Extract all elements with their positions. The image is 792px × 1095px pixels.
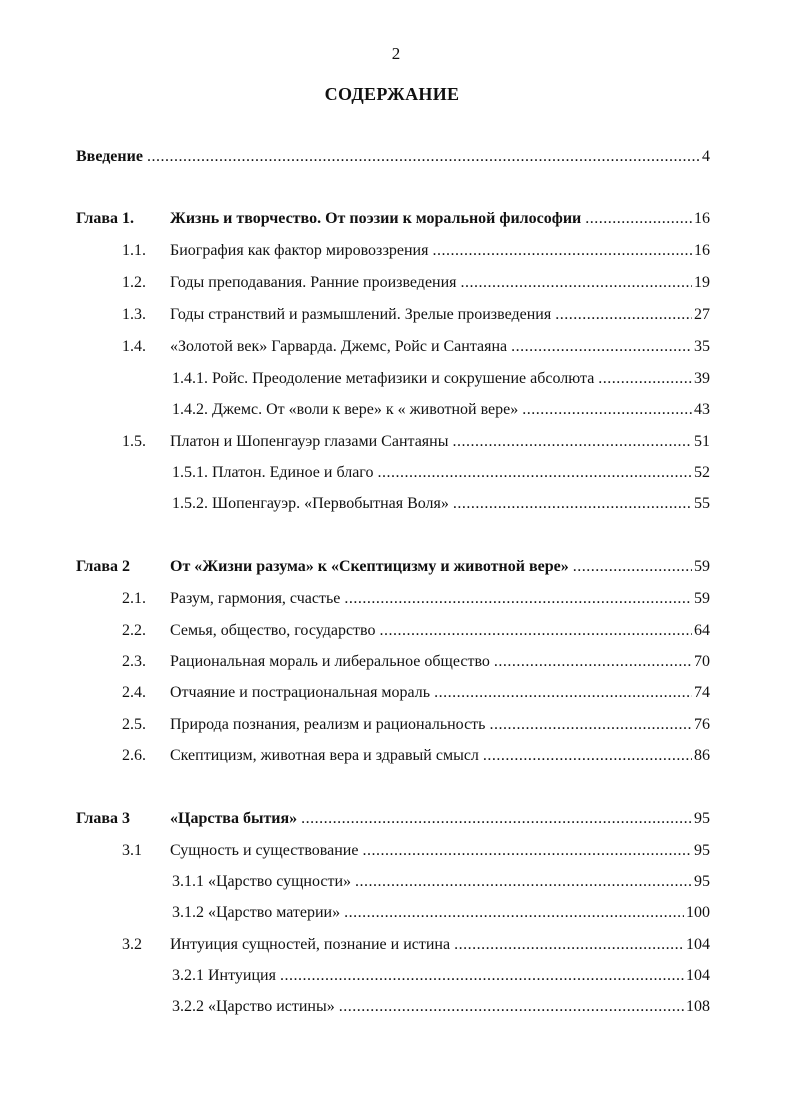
subsection-page: 108 — [686, 998, 710, 1015]
chapter-title: «Царства бытия» — [170, 810, 298, 827]
toc-chapter-2[interactable] — [0, 556, 792, 578]
section-title: Семья, общество, государство — [170, 622, 376, 639]
dot-leader — [339, 996, 684, 1018]
section-page: 64 — [694, 622, 710, 639]
dot-leader — [454, 934, 684, 956]
toc-item-3-1-1[interactable] — [0, 871, 792, 893]
subsection-title: 1.4.1. Ройс. Преодоление метафизики и сокрушение абсолюта — [172, 370, 595, 387]
section-page: 86 — [694, 747, 710, 764]
dot-leader — [494, 651, 692, 673]
subsection-title: 3.1.2 «Царство материи» — [172, 904, 341, 921]
page-number: 2 — [391, 44, 401, 63]
dot-leader — [573, 556, 692, 578]
toc-item-2-1[interactable] — [0, 588, 792, 610]
dot-leader — [377, 462, 692, 484]
subsection-title: 1.5.2. Шопенгауэр. «Первобытная Воля» — [172, 495, 449, 512]
section-number: 2.1. — [122, 590, 146, 607]
section-page: 19 — [694, 274, 710, 291]
section-page: 35 — [694, 338, 710, 355]
toc-item-1-3[interactable] — [0, 304, 792, 326]
section-number: 1.4. — [122, 338, 146, 355]
dot-leader — [522, 399, 692, 421]
dot-leader — [511, 336, 692, 358]
toc-chapter-3[interactable] — [0, 808, 792, 830]
dot-leader — [434, 682, 692, 704]
toc-item-1-4[interactable] — [0, 336, 792, 358]
dot-leader — [585, 208, 692, 230]
dot-leader — [355, 871, 692, 893]
toc-item-2-5[interactable] — [0, 714, 792, 736]
section-number: 2.6. — [122, 747, 146, 764]
section-title: Рациональная мораль и либеральное общество — [170, 653, 490, 670]
dot-leader — [301, 808, 692, 830]
dot-leader — [280, 965, 684, 987]
section-page: 16 — [694, 242, 710, 259]
chapter-title: От «Жизни разума» к «Скептицизму и животной вере» — [170, 558, 569, 575]
section-number: 3.2 — [122, 936, 142, 953]
toc-item-3-1[interactable] — [0, 840, 792, 862]
toc-item-2-6[interactable] — [0, 745, 792, 767]
dot-leader — [147, 146, 700, 168]
toc-item-3-2-2[interactable] — [0, 996, 792, 1018]
toc-item-1-1[interactable] — [0, 240, 792, 262]
chapter-number: Глава 1. — [76, 210, 134, 227]
toc-item-2-3[interactable] — [0, 651, 792, 673]
toc-item-1-5-2[interactable] — [0, 493, 792, 515]
toc-item-3-1-2[interactable] — [0, 902, 792, 924]
toc-item-2-4[interactable] — [0, 682, 792, 704]
toc-title: СОДЕРЖАНИЕ — [324, 84, 460, 104]
dot-leader — [598, 368, 692, 390]
subsection-page: 52 — [694, 464, 710, 481]
chapter-number: Глава 2 — [76, 558, 130, 575]
section-page: 51 — [694, 433, 710, 450]
subsection-title: 1.4.2. Джемс. От «воли к вере» к « животной вере» — [172, 401, 519, 418]
toc-item-1-4-1[interactable] — [0, 368, 792, 390]
dot-leader — [344, 588, 692, 610]
toc-chapter-1[interactable] — [0, 208, 792, 230]
section-number: 1.5. — [122, 433, 146, 450]
subsection-title: 3.2.1 Интуиция — [172, 967, 276, 984]
section-title: Сущность и существование — [170, 842, 359, 859]
dot-leader — [483, 745, 692, 767]
section-page: 74 — [694, 684, 710, 701]
toc-item-1-4-2[interactable] — [0, 399, 792, 421]
dot-leader — [452, 431, 692, 453]
chapter-page: 59 — [694, 558, 710, 575]
section-page: 95 — [694, 842, 710, 859]
toc-item-3-2[interactable] — [0, 934, 792, 956]
section-number: 1.2. — [122, 274, 146, 291]
subsection-title: 3.2.2 «Царство истины» — [172, 998, 335, 1015]
section-page: 70 — [694, 653, 710, 670]
section-page: 59 — [694, 590, 710, 607]
section-number: 2.2. — [122, 622, 146, 639]
subsection-page: 55 — [694, 495, 710, 512]
subsection-title: 1.5.1. Платон. Единое и благо — [172, 464, 374, 481]
toc-item-3-2-1[interactable] — [0, 965, 792, 987]
section-page: 76 — [694, 716, 710, 733]
intro-page: 4 — [702, 148, 710, 165]
intro-label: Введение — [76, 148, 143, 165]
section-number: 1.3. — [122, 306, 146, 323]
toc-item-2-2[interactable] — [0, 620, 792, 642]
subsection-page: 43 — [694, 401, 710, 418]
section-title: «Золотой век» Гарварда. Джемс, Ройс и Сантаяна — [170, 338, 508, 355]
toc-intro[interactable] — [0, 146, 792, 168]
section-title: Платон и Шопенгауэр глазами Сантаяны — [170, 433, 449, 450]
section-number: 1.1. — [122, 242, 146, 259]
subsection-page: 100 — [686, 904, 710, 921]
subsection-page: 104 — [686, 967, 710, 984]
section-page: 104 — [686, 936, 710, 953]
section-title: Интуиция сущностей, познание и истина — [170, 936, 451, 953]
section-title: Природа познания, реализм и рациональность — [170, 716, 486, 733]
toc-item-1-5[interactable] — [0, 431, 792, 453]
section-number: 2.4. — [122, 684, 146, 701]
subsection-page: 39 — [694, 370, 710, 387]
section-number: 3.1 — [122, 842, 142, 859]
subsection-title: 3.1.1 «Царство сущности» — [172, 873, 352, 890]
section-title: Годы странствий и размышлений. Зрелые произведения — [170, 306, 552, 323]
section-page: 27 — [694, 306, 710, 323]
section-number: 2.5. — [122, 716, 146, 733]
subsection-page: 95 — [694, 873, 710, 890]
chapter-number: Глава 3 — [76, 810, 130, 827]
dot-leader — [379, 620, 692, 642]
section-title: Скептицизм, животная вера и здравый смысл — [170, 747, 479, 764]
dot-leader — [362, 840, 692, 862]
dot-leader — [453, 493, 692, 515]
dot-leader — [461, 272, 692, 294]
dot-leader — [344, 902, 684, 924]
dot-leader — [432, 240, 692, 262]
dot-leader — [489, 714, 692, 736]
chapter-page: 16 — [694, 210, 710, 227]
toc-item-1-5-1[interactable] — [0, 462, 792, 484]
section-title: Отчаяние и пострациональная мораль — [170, 684, 431, 701]
toc-item-1-2[interactable] — [0, 272, 792, 294]
dot-leader — [555, 304, 692, 326]
section-number: 2.3. — [122, 653, 146, 670]
section-title: Разум, гармония, счастье — [170, 590, 341, 607]
chapter-title: Жизнь и творчество. От поэзии к моральной философии — [170, 210, 582, 227]
section-title: Биография как фактор мировоззрения — [170, 242, 429, 259]
chapter-page: 95 — [694, 810, 710, 827]
section-title: Годы преподавания. Ранние произведения — [170, 274, 457, 291]
